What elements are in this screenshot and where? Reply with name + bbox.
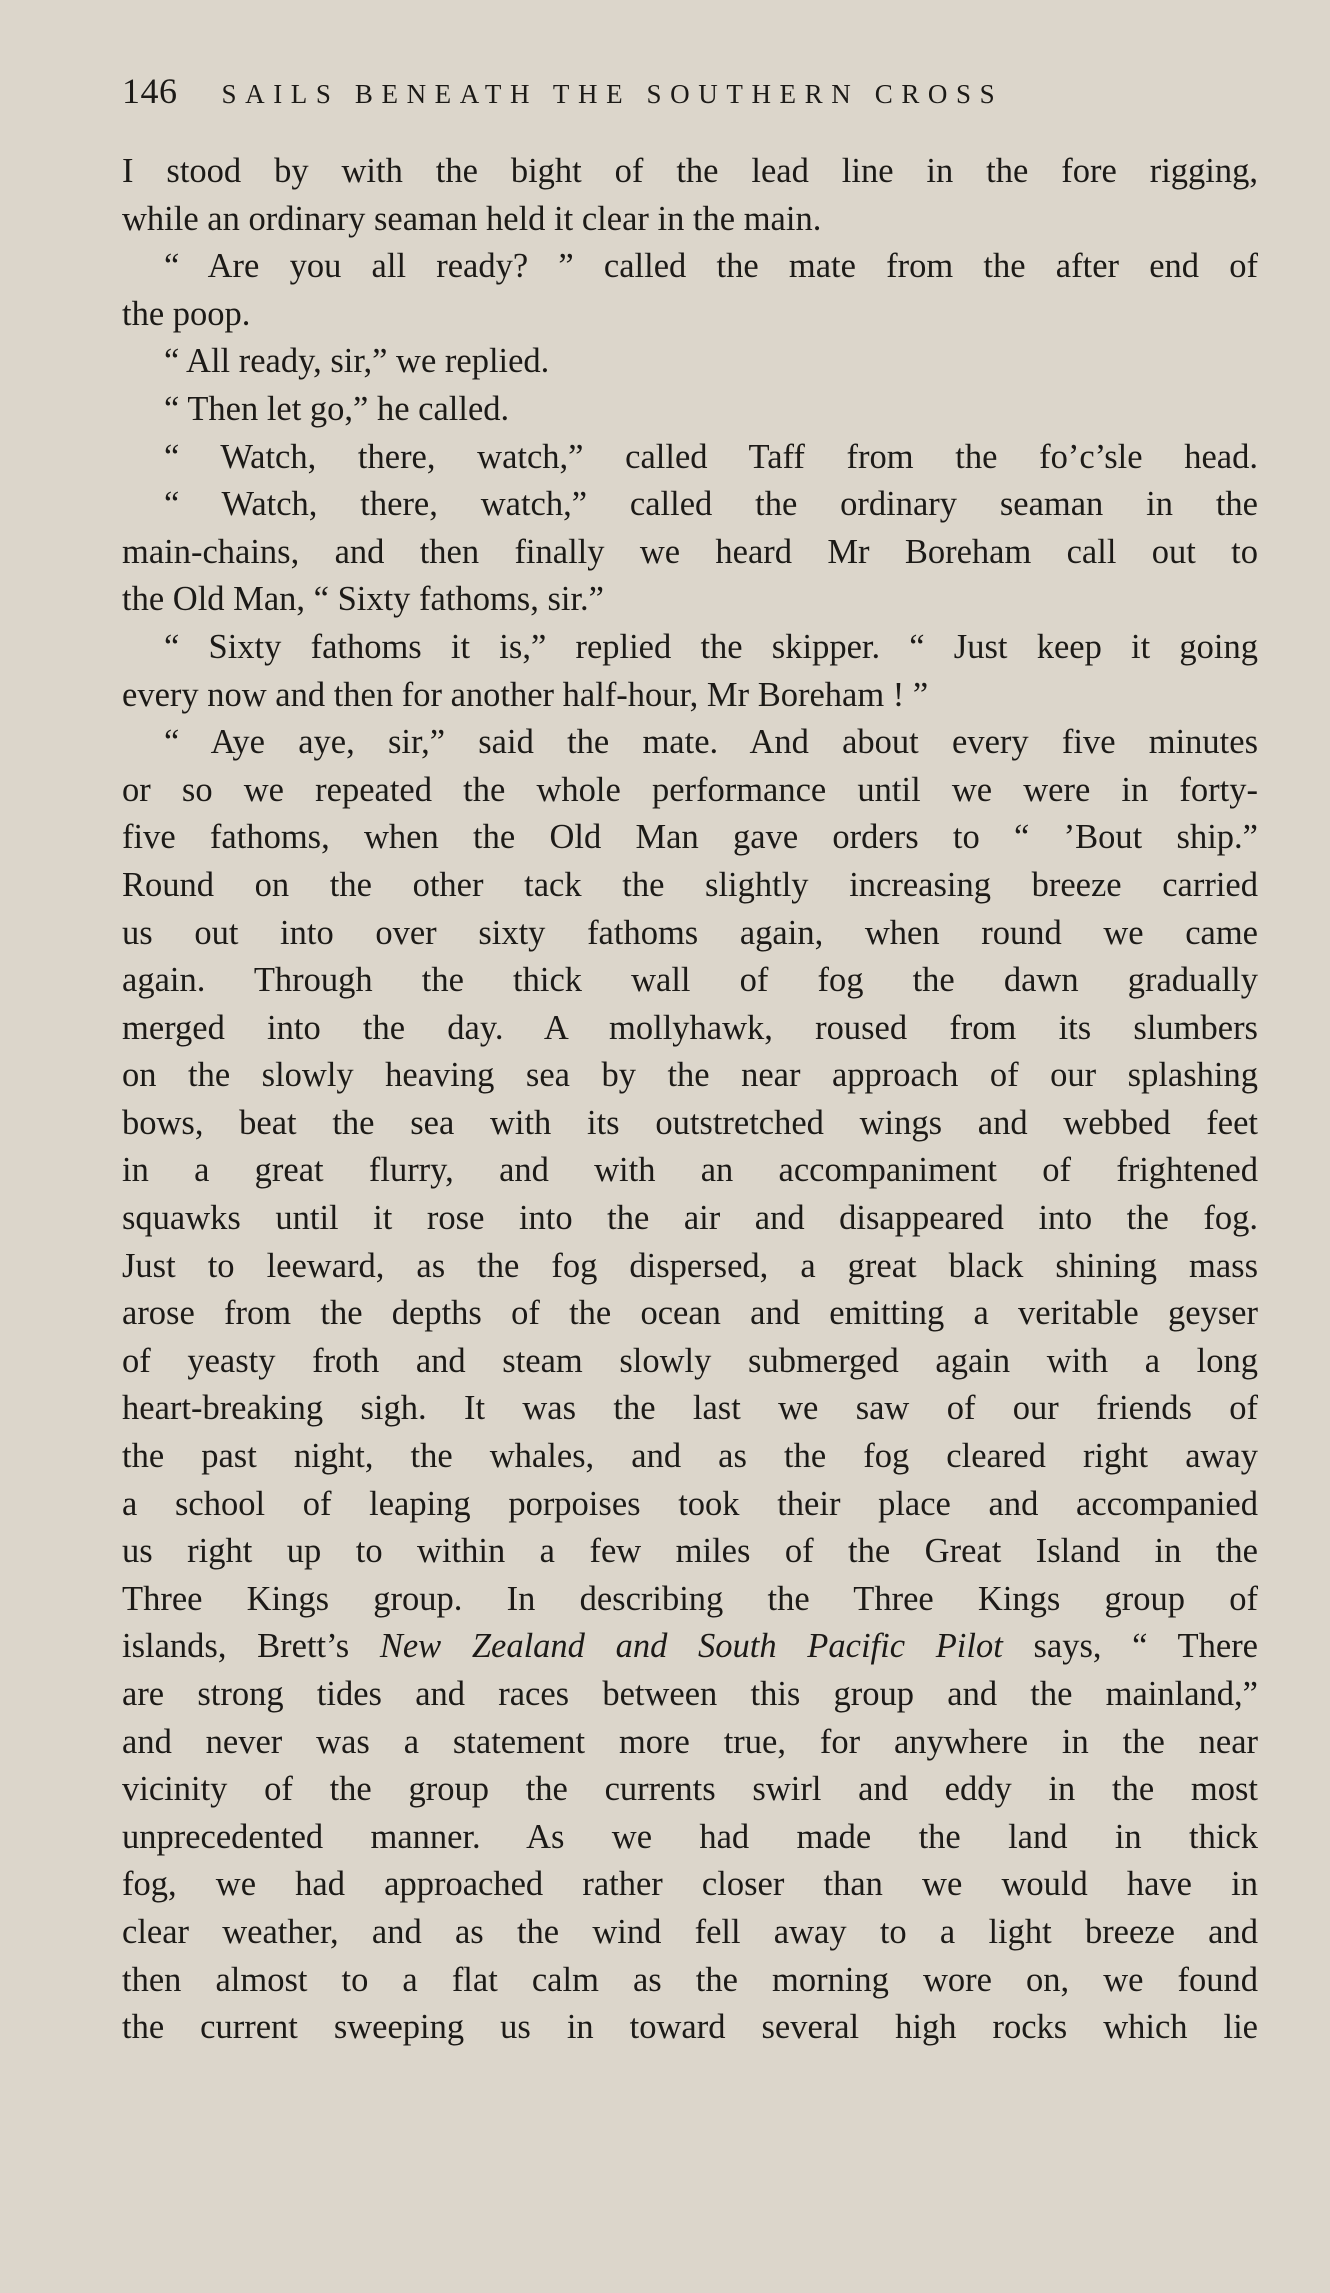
text-line: us right up to within a few miles of the Great Island in the	[122, 1532, 1258, 1571]
running-head	[122, 70, 1210, 120]
text-line: arose from the depths of the ocean and emitting a veritable geyser	[122, 1294, 1258, 1333]
text-line: bows, beat the sea with its outstretched wings and webbed feet	[122, 1103, 1258, 1142]
text-line: merged into the day. A mollyhawk, roused from its slumbers	[122, 1008, 1258, 1047]
text-line: on the slowly heaving sea by the near approach of our splashing	[122, 1056, 1258, 1095]
text-line: “ Aye aye, sir,” said the mate. And about every five minutes	[164, 723, 1258, 762]
text-line: “ Watch, there, watch,” called Taff from the fo’c’sle head.	[164, 437, 1258, 476]
text-line: the current sweeping us in toward several high rocks which lie	[122, 2008, 1258, 2047]
text-line: and never was a statement more true, for anywhere in the near	[122, 1722, 1258, 1761]
text-line: are strong tides and races between this group and the mainland,”	[122, 1675, 1258, 1713]
text-line: or so we repeated the whole performance until we were in forty-	[122, 770, 1258, 809]
page-number: 146	[122, 71, 178, 111]
running-title: SAILS BENEATH THE SOUTHERN CROSS	[221, 79, 1004, 109]
text-line: “ Then let go,” he called.	[164, 389, 510, 428]
text-line: vicinity of the group the currents swirl and eddy in the most	[122, 1770, 1258, 1809]
text-line: the Old Man, “ Sixty fathoms, sir.”	[122, 580, 604, 619]
text-line: “ All ready, sir,” we replied.	[164, 342, 550, 381]
text-line: Three Kings group. In describing the Three Kings group of	[122, 1579, 1258, 1618]
text-line: unprecedented manner. As we had made the land in thick	[122, 1817, 1258, 1856]
text-segment: says, “ There	[1002, 1627, 1258, 1666]
text-line: heart-breaking sigh. It was the last we saw of our friends of	[122, 1389, 1258, 1428]
text-line: I stood by with the bight of the lead line in the fore rigging,	[122, 152, 1258, 190]
text-line: every now and then for another half-hour, Mr Boreham ! ”	[122, 675, 929, 714]
text-line: us out into over sixty fathoms again, when round we came	[122, 913, 1258, 952]
text-line	[122, 1623, 1258, 1671]
text-line: Round on the other tack the slightly increasing breeze carried	[122, 865, 1258, 904]
body-text	[122, 148, 1258, 2052]
text-line: the poop.	[122, 294, 251, 333]
text-line: then almost to a flat calm as the morning wore on, we found	[122, 1960, 1258, 1999]
text-line: again. Through the thick wall of fog the dawn gradually	[122, 961, 1258, 1000]
text-line: “ Are you all ready? ” called the mate from the after end of	[164, 247, 1258, 286]
text-line: five fathoms, when the Old Man gave orders to “ ’Bout ship.”	[122, 818, 1258, 857]
text-line: while an ordinary seaman held it clear in the main.	[122, 199, 822, 238]
text-line: “ Watch, there, watch,” called the ordinary seaman in the	[164, 485, 1258, 524]
text-line: Just to leeward, as the fog dispersed, a great black shining mass	[122, 1246, 1258, 1285]
text-line: in a great flurry, and with an accompaniment of frightened	[122, 1151, 1258, 1190]
text-line: a school of leaping porpoises took their place and accompanied	[122, 1484, 1258, 1523]
text-line: fog, we had approached rather closer than we would have in	[122, 1865, 1258, 1904]
text-line: “ Sixty fathoms it is,” replied the skipper. “ Just keep it going	[164, 627, 1258, 666]
text-line: main-chains, and then finally we heard Mr Boreham call out to	[122, 532, 1258, 571]
text-line: squawks until it rose into the air and disappeared into the fog.	[122, 1199, 1258, 1238]
book-title-italic: New Zealand and South Pacific Pilot	[379, 1627, 1003, 1666]
text-line: the past night, the whales, and as the fog cleared right away	[122, 1437, 1258, 1476]
text-line: of yeasty froth and steam slowly submerged again with a long	[122, 1341, 1258, 1380]
text-segment: islands, Brett’s	[122, 1627, 380, 1666]
text-line: clear weather, and as the wind fell away to a light breeze and	[122, 1912, 1258, 1951]
